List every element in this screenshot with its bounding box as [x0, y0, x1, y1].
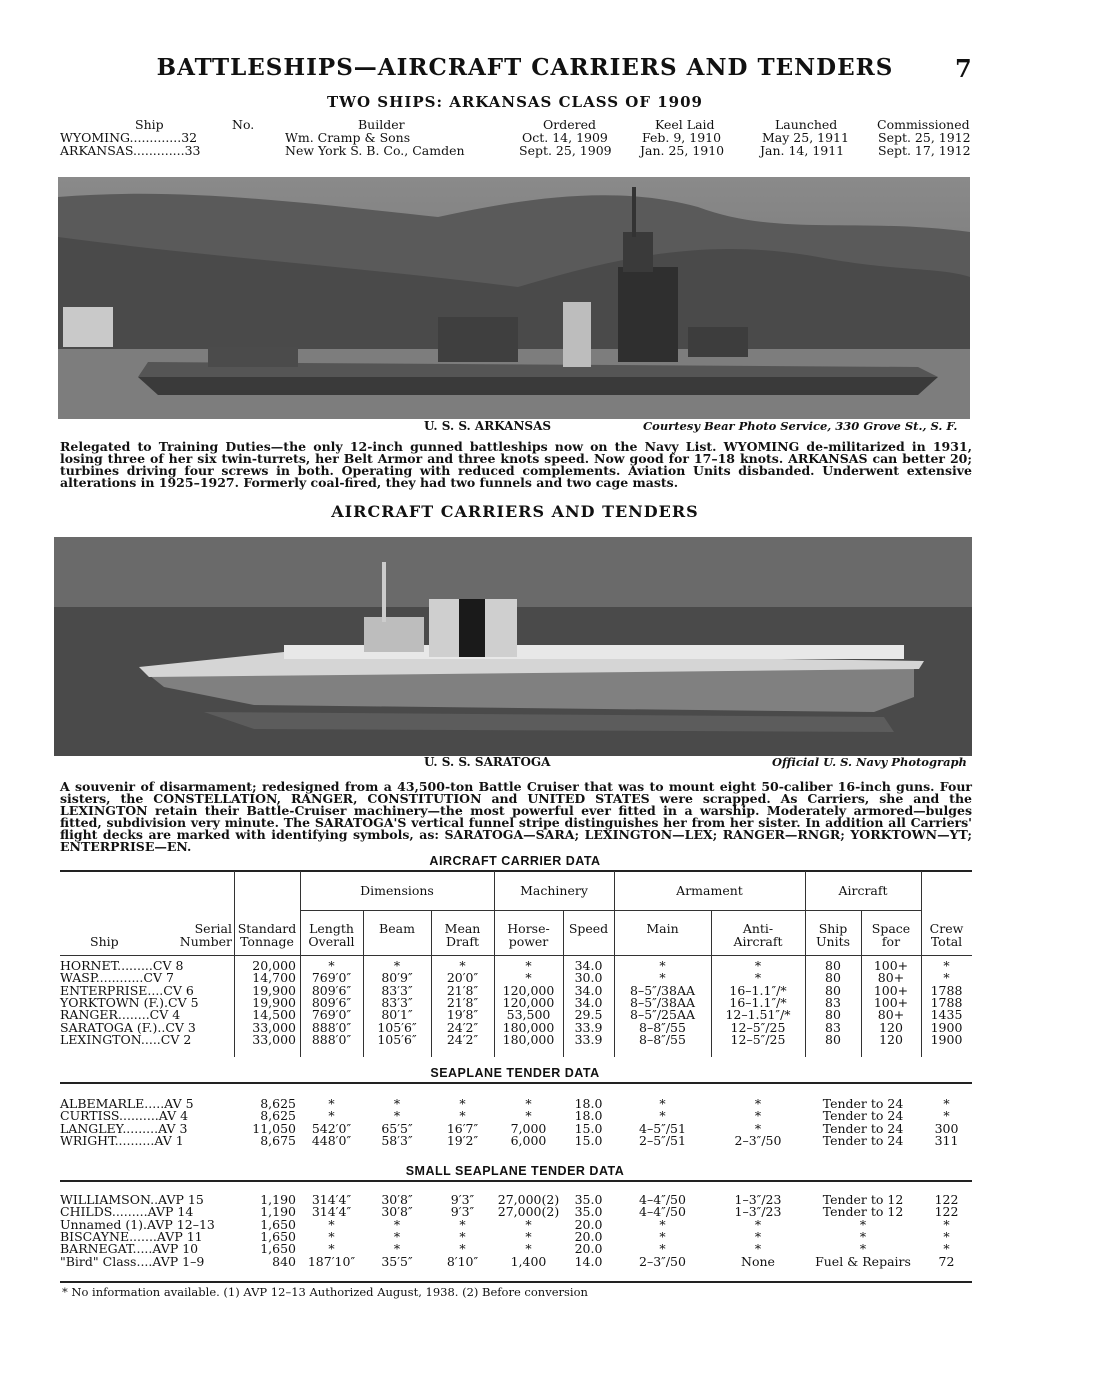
table-cell: 15.0	[574, 1132, 603, 1148]
table-cell: 20′0″	[446, 970, 479, 986]
table-cell: 314′4″	[311, 1192, 352, 1207]
table-cell: 72	[938, 1254, 955, 1269]
table-cell: 30′8″	[381, 1192, 413, 1207]
footnote: * No information available. (1) AVP 12–13 Authorized August, 1938. (2) Before conversion	[62, 1285, 588, 1299]
col-ship: Ship	[90, 934, 119, 949]
table-cell: 12–1.51″/*	[725, 1007, 791, 1023]
col-anti-aircraft: Anti- Aircraft	[733, 921, 783, 949]
table-cell: *	[393, 1216, 401, 1232]
table-cell: *	[459, 958, 466, 973]
table-cell: 2–3″/50	[639, 1254, 686, 1269]
table-cell: 65′5″	[381, 1120, 413, 1136]
table-cell: 33,000	[252, 1031, 296, 1047]
table-cell: 180,000	[502, 1019, 555, 1035]
table-cell: 80	[825, 970, 841, 986]
table-cell: 80	[825, 1007, 841, 1023]
col-length: Length Overall	[308, 921, 355, 949]
group-machinery: Machinery	[520, 883, 588, 898]
table-cell: Tender to 12	[822, 1204, 904, 1220]
table-cell: *	[754, 1216, 762, 1232]
table-cell: 1435	[930, 1007, 963, 1023]
table-cell: 8,625	[260, 1096, 296, 1111]
table-cell: 80	[825, 958, 841, 973]
ordered-cell: Sept. 25, 1909	[519, 143, 612, 158]
table-cell: *	[525, 1241, 532, 1257]
table-cell: WRIGHT..........AV 1	[60, 1132, 184, 1148]
table-title-small-seaplane: SMALL SEAPLANE TENDER DATA	[405, 1164, 625, 1178]
table-cell: Tender to 24	[822, 1132, 904, 1148]
table-cell: 80	[825, 982, 841, 998]
table-cell: *	[659, 1241, 666, 1257]
table-cell: 11,050	[252, 1120, 296, 1136]
table-cell: RANGER........CV 4	[60, 1007, 181, 1023]
table-cell: 120	[879, 1019, 903, 1035]
table-cell: *	[859, 1241, 867, 1257]
table-cell: 19′8″	[446, 1007, 479, 1023]
table-cell: 30.0	[574, 970, 603, 986]
commissioned-cell: Sept. 17, 1912	[878, 143, 971, 158]
saratoga-caption: U. S. S. SARATOGA	[424, 755, 551, 769]
table-cell: *	[525, 1108, 532, 1124]
col-main: Main	[646, 921, 679, 936]
table-cell: LEXINGTON.....CV 2	[60, 1031, 192, 1047]
table-cell: SARATOGA (F.)..CV 3	[60, 1019, 196, 1035]
table-cell: 100+	[873, 982, 909, 998]
table-cell: 311	[934, 1132, 959, 1148]
table-cell: 24′2″	[446, 1019, 479, 1035]
table-cell: *	[943, 1096, 950, 1111]
arkansas-description: Relegated to Training Duties—the only 12-inch gunned battleships now on the Navy List. WYOMING de-militarized in 1931, losing three of her six twin-turrets, her Belt Armor and three knots speed. Now good for 17–18 knots. ARKANSAS can better 20; turbines driving four screws in both. Operating with reduced complements. Aviation Units disbanded. Underwent extensive alterations in 1925–1927. Formerly coal-fired, they had two funnels and two cage masts.	[60, 439, 972, 490]
table-cell: 1,650	[260, 1216, 296, 1232]
table-cell: *	[328, 1241, 335, 1257]
table-cell: *	[525, 958, 532, 973]
table-cell: *	[754, 1108, 762, 1124]
table-cell: LANGLEY.........AV 3	[60, 1120, 188, 1136]
group-aircraft: Aircraft	[838, 883, 888, 898]
table-cell: None	[741, 1254, 775, 1269]
table-cell: 1–3″/23	[734, 1204, 782, 1220]
table-cell: *	[943, 1216, 950, 1232]
table-cell: 53,500	[506, 1007, 551, 1023]
table-cell: 83	[825, 994, 841, 1010]
table-cell: 80	[825, 1031, 841, 1047]
table-cell: *	[659, 970, 666, 986]
table-cell: 80+	[877, 970, 905, 986]
table-cell: *	[525, 970, 532, 986]
table-cell: 8′10″	[446, 1254, 479, 1269]
table-cell: *	[459, 1228, 466, 1244]
table-cell: Tender to 24	[822, 1120, 904, 1136]
arkansas-photo	[58, 177, 970, 419]
table-cell: 30′8″	[381, 1204, 413, 1220]
col-serial: Serial Number	[179, 921, 232, 949]
table-cell: 1,650	[260, 1241, 296, 1257]
table-title-carriers: AIRCRAFT CARRIER DATA	[429, 854, 601, 868]
col-draft: Mean Draft	[444, 921, 481, 949]
table-cell: 80+	[877, 1007, 905, 1023]
table-cell: WILLIAMSON..AVP 15	[60, 1192, 204, 1207]
table-cell: *	[525, 1216, 532, 1232]
table-cell: *	[525, 1228, 532, 1244]
ship-row: ARKANSAS.............33	[60, 143, 201, 158]
table-cell: 1788	[930, 982, 963, 998]
table-cell: 8–5″/25AA	[630, 1007, 695, 1023]
table-cell: *	[328, 1108, 335, 1124]
col-ship-units: Ship Units	[815, 921, 851, 949]
table-cell: 29.5	[574, 1007, 603, 1023]
table-cell: 8–5″/38AA	[630, 982, 695, 998]
section-title-carriers: AIRCRAFT CARRIERS AND TENDERS	[331, 502, 699, 521]
table-cell: "Bird" Class....AVP 1–9	[60, 1254, 205, 1269]
table-cell: 33.9	[574, 1031, 603, 1047]
table-cell: 8–5″/38AA	[630, 994, 695, 1010]
table-cell: *	[659, 1216, 666, 1232]
table-cell: 1900	[930, 1019, 963, 1035]
class-subtitle: TWO SHIPS: ARKANSAS CLASS OF 1909	[327, 93, 703, 111]
table-cell: *	[393, 1108, 401, 1124]
saratoga-description: A souvenir of disarmament; redesigned from a 43,500-ton Battle Cruiser that was to mount eight 50-caliber 16-inch guns. Four sisters, the CONSTELLATION, RANGER, CONSTITUTION and UNITED STATES were scrapped. As Carriers, she and the LEXINGTON retain their Battle-Cruiser machinery—the most powerful ever fitted in a warship. Moderately armored—bulges fitted, subdivision very minute. The SARATOGA'S vertical funnel stripe distinguishes her from her sister. In addition all Carriers' flight decks are marked with identifying symbols, as: SARATOGA—SARA; LEXINGTON—LEX; RANGER—RNGR; YORKTOWN—YT; ENTERPRISE—EN.	[60, 779, 972, 854]
table-cell: 8,675	[260, 1132, 296, 1148]
table-cell: 448′0″	[311, 1132, 352, 1148]
col-speed: Speed	[568, 921, 609, 936]
table-cell: 120,000	[502, 982, 555, 998]
table-cell: *	[459, 1108, 466, 1124]
table-cell: *	[754, 1228, 762, 1244]
builder-cell: New York S. B. Co., Camden	[285, 143, 465, 158]
table-cell: Unnamed (1).AVP 12–13	[60, 1216, 215, 1232]
table-cell: *	[859, 1228, 867, 1244]
table-cell: 4–4″/50	[639, 1204, 686, 1220]
table-cell: *	[459, 1216, 466, 1232]
table-cell: *	[754, 1241, 762, 1257]
table-cell: Tender to 24	[822, 1108, 904, 1124]
table-cell: *	[393, 1096, 401, 1111]
table-cell: 187′10″	[307, 1254, 356, 1269]
ordered-cell: Oct. 14, 1909	[522, 130, 608, 145]
col-header-no: No.	[232, 117, 255, 132]
col-space-for: Space for	[871, 921, 911, 949]
table-cell: 1,650	[260, 1228, 296, 1244]
table-cell: 9′3″	[450, 1192, 475, 1207]
table-cell: Tender to 24	[822, 1096, 904, 1111]
table-cell: 8,625	[260, 1108, 296, 1124]
table-cell: *	[943, 970, 950, 986]
table-cell: 80′9″	[381, 970, 413, 986]
table-cell: CURTISS..........AV 4	[60, 1108, 189, 1124]
table-cell: *	[525, 1096, 532, 1111]
table-cell: 14.0	[574, 1254, 603, 1269]
table-cell: 19′2″	[446, 1132, 479, 1148]
table-cell: 2–5″/51	[639, 1132, 686, 1148]
table-cell: 35′5″	[381, 1254, 413, 1269]
table-cell: 1,400	[510, 1254, 547, 1269]
table-cell: 21′8″	[446, 994, 479, 1010]
table-cell: *	[328, 958, 335, 973]
table-cell: *	[754, 1096, 762, 1111]
col-header-keel-laid: Keel Laid	[655, 117, 715, 132]
arkansas-credit: Courtesy Bear Photo Service, 330 Grove St., S. F.	[643, 419, 958, 433]
table-cell: *	[943, 1108, 950, 1124]
table-cell: 180,000	[502, 1031, 555, 1047]
table-cell: 19,900	[252, 982, 296, 998]
table-cell: *	[659, 1108, 666, 1124]
table-cell: 58′3″	[381, 1132, 413, 1148]
table-cell: 33,000	[252, 1019, 296, 1035]
table-cell: 35.0	[574, 1204, 603, 1220]
table-cell: BARNEGAT.....AVP 10	[60, 1241, 199, 1257]
table-cell: 15.0	[574, 1120, 603, 1136]
table-cell: 12–5″/25	[730, 1019, 786, 1035]
table-cell: 20.0	[574, 1241, 603, 1257]
table-cell: ALBEMARLE.....AV 5	[60, 1096, 194, 1111]
table-cell: 1–3″/23	[734, 1192, 782, 1207]
group-dimensions: Dimensions	[360, 883, 434, 898]
table-cell: 16–1.1″/*	[729, 994, 787, 1010]
table-cell: 100+	[873, 958, 909, 973]
table-cell: 16′7″	[446, 1120, 479, 1136]
table-title-seaplane: SEAPLANE TENDER DATA	[430, 1066, 600, 1080]
table-cell: *	[754, 958, 762, 973]
table-cell: *	[328, 1216, 335, 1232]
arkansas-caption: U. S. S. ARKANSAS	[424, 419, 552, 433]
builder-cell: Wm. Cramp & Sons	[285, 130, 411, 145]
table-cell: YORKTOWN (F.).CV 5	[60, 994, 199, 1010]
col-crew: Crew Total	[929, 921, 964, 949]
col-beam: Beam	[379, 921, 415, 936]
table-cell: 122	[934, 1192, 959, 1207]
table-cell: 120,000	[502, 994, 555, 1010]
table-cell: 34.0	[574, 994, 603, 1010]
table-cell: 542′0″	[311, 1120, 352, 1136]
table-cell: *	[659, 1096, 666, 1111]
table-cell: *	[393, 1228, 401, 1244]
table-cell: 33.9	[574, 1019, 603, 1035]
launched-cell: Jan. 14, 1911	[760, 143, 845, 158]
table-cell: 2–3″/50	[734, 1132, 782, 1148]
col-tonnage: Standard Tonnage	[237, 921, 297, 949]
table-cell: 14,700	[252, 970, 296, 986]
table-cell: *	[754, 1120, 762, 1136]
table-cell: *	[659, 1228, 666, 1244]
table-cell: 20,000	[252, 958, 296, 973]
table-cell: 12–5″/25	[730, 1031, 786, 1047]
table-cell: *	[943, 1228, 950, 1244]
table-cell: 35.0	[574, 1192, 603, 1207]
table-cell: 9′3″	[450, 1204, 475, 1220]
table-cell: 6,000	[510, 1132, 547, 1148]
table-cell: 34.0	[574, 982, 603, 998]
table-cell: *	[393, 1241, 401, 1257]
table-cell: CHILDS.........AVP 14	[60, 1204, 194, 1220]
col-header-ordered: Ordered	[543, 117, 596, 132]
table-cell: 314′4″	[311, 1204, 352, 1220]
table-cell: HORNET.........CV 8	[60, 958, 184, 973]
table-cell: 21′8″	[446, 982, 479, 998]
table-cell: 18.0	[574, 1108, 603, 1124]
table-cell: *	[393, 958, 401, 973]
table-cell: 20.0	[574, 1228, 603, 1244]
table-cell: 4–4″/50	[639, 1192, 686, 1207]
table-cell: 769′0″	[311, 970, 352, 986]
table-cell: WASP............CV 7	[60, 970, 174, 986]
group-armament: Armament	[676, 883, 743, 898]
table-cell: 300	[934, 1120, 959, 1136]
table-cell: 122	[934, 1204, 959, 1220]
table-cell: 18.0	[574, 1096, 603, 1111]
keel-cell: Feb. 9, 1910	[642, 130, 722, 145]
table-cell: *	[943, 958, 950, 973]
table-cell: 16–1.1″/*	[729, 982, 787, 998]
table-cell: 105′6″	[377, 1031, 417, 1047]
col-header-ship: Ship	[135, 117, 164, 132]
saratoga-photo	[54, 537, 972, 756]
table-cell: *	[754, 970, 762, 986]
table-cell: 8–8″/55	[639, 1031, 686, 1047]
table-cell: 8–8″/55	[639, 1019, 686, 1035]
commissioned-cell: Sept. 25, 1912	[878, 130, 971, 145]
table-cell: 20.0	[574, 1216, 603, 1232]
table-cell: 83′3″	[381, 994, 413, 1010]
col-header-commissioned: Commissioned	[877, 117, 970, 132]
table-cell: 809′6″	[311, 982, 352, 998]
table-cell: 27,000(2)	[497, 1204, 560, 1220]
table-cell: 105′6″	[377, 1019, 417, 1035]
table-cell: 7,000	[510, 1120, 547, 1136]
table-cell: Tender to 12	[822, 1192, 904, 1207]
table-cell: 1900	[930, 1031, 963, 1047]
table-cell: 120	[879, 1031, 903, 1047]
table-cell: *	[328, 1228, 335, 1244]
table-cell: Fuel & Repairs	[815, 1254, 911, 1269]
table-cell: *	[459, 1096, 466, 1111]
table-cell: BISCAYNE.......AVP 11	[60, 1228, 203, 1244]
table-cell: 1,190	[260, 1192, 296, 1207]
table-cell: 1788	[930, 994, 963, 1010]
saratoga-credit: Official U. S. Navy Photograph	[772, 755, 967, 769]
table-cell: 83′3″	[381, 982, 413, 998]
col-header-launched: Launched	[775, 117, 838, 132]
table-cell: *	[659, 958, 666, 973]
page-number: 7	[955, 54, 972, 83]
table-cell: 34.0	[574, 958, 603, 973]
keel-cell: Jan. 25, 1910	[640, 143, 725, 158]
table-cell: 888′0″	[311, 1031, 352, 1047]
table-cell: *	[328, 1096, 335, 1111]
page-title: BATTLESHIPS—AIRCRAFT CARRIERS AND TENDERS	[156, 54, 894, 81]
table-cell: 4–5″/51	[639, 1120, 686, 1136]
table-cell: 24′2″	[446, 1031, 479, 1047]
table-cell: 769′0″	[311, 1007, 352, 1023]
table-cell: *	[459, 1241, 466, 1257]
table-cell: 809′6″	[311, 994, 352, 1010]
rule	[60, 870, 972, 872]
table-cell: ENTERPRISE....CV 6	[60, 982, 194, 998]
table-cell: 27,000(2)	[497, 1192, 560, 1207]
ship-row: WYOMING.............32	[60, 130, 198, 145]
table-cell: 840	[272, 1254, 296, 1269]
col-horsepower: Horse- power	[507, 921, 550, 949]
rule	[60, 1281, 972, 1283]
table-cell: 100+	[873, 994, 909, 1010]
rule	[60, 1082, 972, 1084]
table-cell: 83	[825, 1019, 841, 1035]
table-cell: *	[859, 1216, 867, 1232]
table-cell: 888′0″	[311, 1019, 352, 1035]
rule	[60, 1180, 972, 1182]
col-header-builder: Builder	[358, 117, 405, 132]
table-cell: 80′1″	[381, 1007, 413, 1023]
table-cell: *	[943, 1241, 950, 1257]
launched-cell: May 25, 1911	[762, 130, 849, 145]
table-cell: 1,190	[260, 1204, 296, 1220]
table-cell: 19,900	[252, 994, 296, 1010]
table-cell: 14,500	[252, 1007, 296, 1023]
